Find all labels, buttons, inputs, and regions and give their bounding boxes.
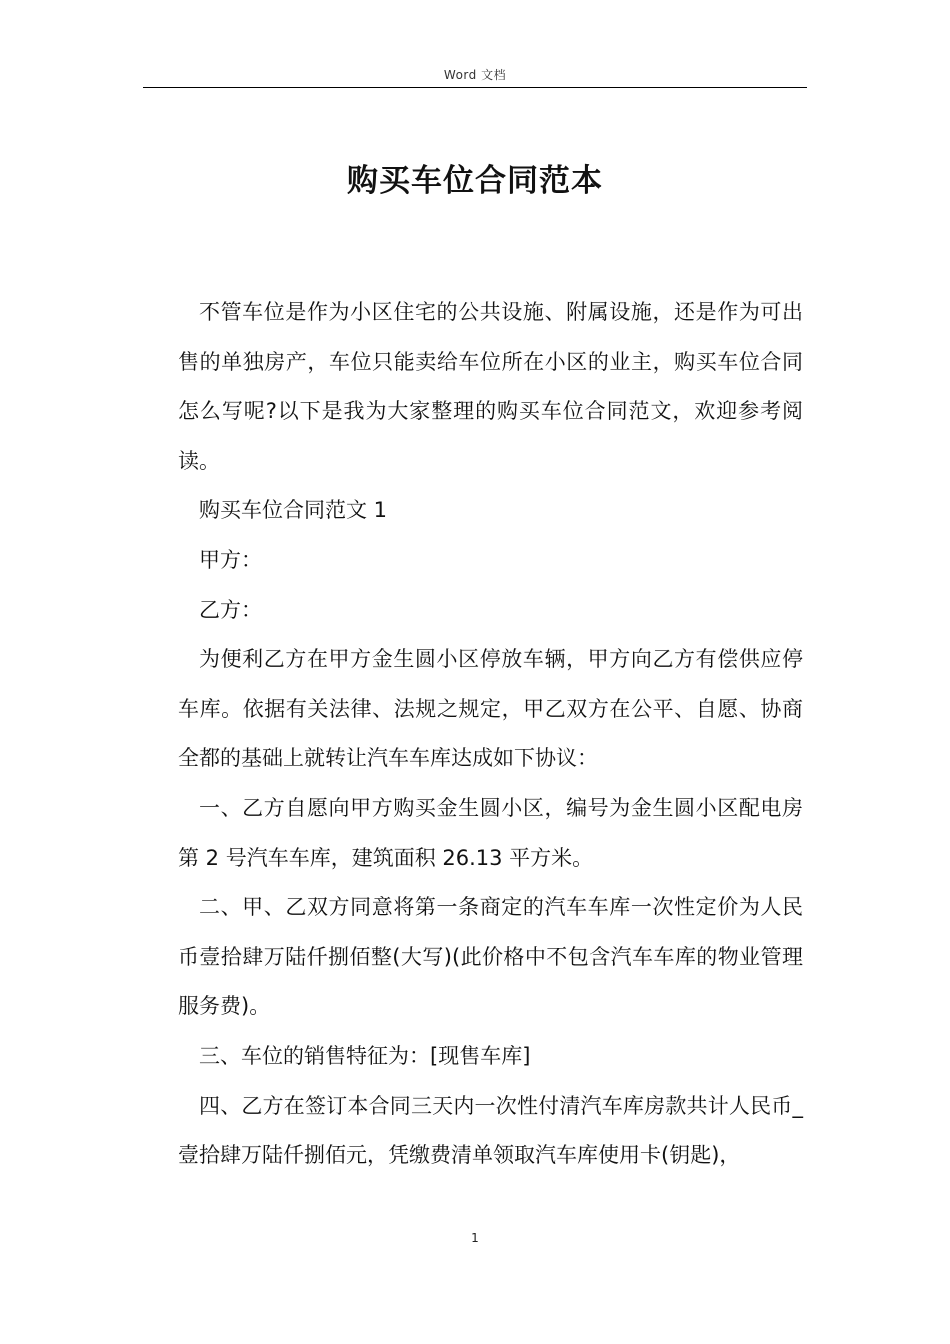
paragraph-clause-1: 一、乙方自愿向甲方购买金生圆小区，编号为金生圆小区配电房第 2 号汽车车库，建筑面积 26.13 平方米。 bbox=[178, 795, 803, 870]
paragraph-party-a: 甲方： bbox=[199, 547, 262, 572]
paragraph-section-heading: 购买车位合同范文 1 bbox=[199, 498, 388, 523]
paragraph-intro: 不管车位是作为小区住宅的公共设施、附属设施，还是作为可出售的单独房产，车位只能卖给车位所在小区的业主，购买车位合同怎么写呢?以下是我为大家整理的购买车位合同范文，欢迎参考阅读。 bbox=[178, 300, 803, 473]
document-title: 购买车位合同范本 bbox=[347, 163, 603, 199]
paragraph-preamble: 为便利乙方在甲方金生圆小区停放车辆，甲方向乙方有偿供应停车库。依据有关法律、法规之规定，甲乙双方在公平、自愿、协商全都的基础上就转让汽车车库达成如下协议： bbox=[178, 647, 803, 771]
page-number: 1 bbox=[471, 1231, 479, 1245]
paragraph-clause-4: 四、乙方在签订本合同三天内一次性付清汽车库房款共计人民币_壹拾肆万陆仟捌佰元，凭缴费清单领取汽车库使用卡(钥匙)， bbox=[178, 1093, 803, 1168]
paragraph-clause-3: 三、车位的销售特征为：[现售车库] bbox=[199, 1043, 531, 1068]
page-header: Word 文档 bbox=[443, 68, 507, 82]
paragraph-clause-2: 二、甲、乙双方同意将第一条商定的汽车车库一次性定价为人民币壹拾肆万陆仟捌佰整(大写)(此价格中不包含汽车车库的物业管理服务费)。 bbox=[178, 895, 803, 1019]
paragraph-party-b: 乙方： bbox=[199, 597, 262, 622]
header-divider bbox=[143, 87, 807, 88]
document-body bbox=[178, 288, 803, 1181]
